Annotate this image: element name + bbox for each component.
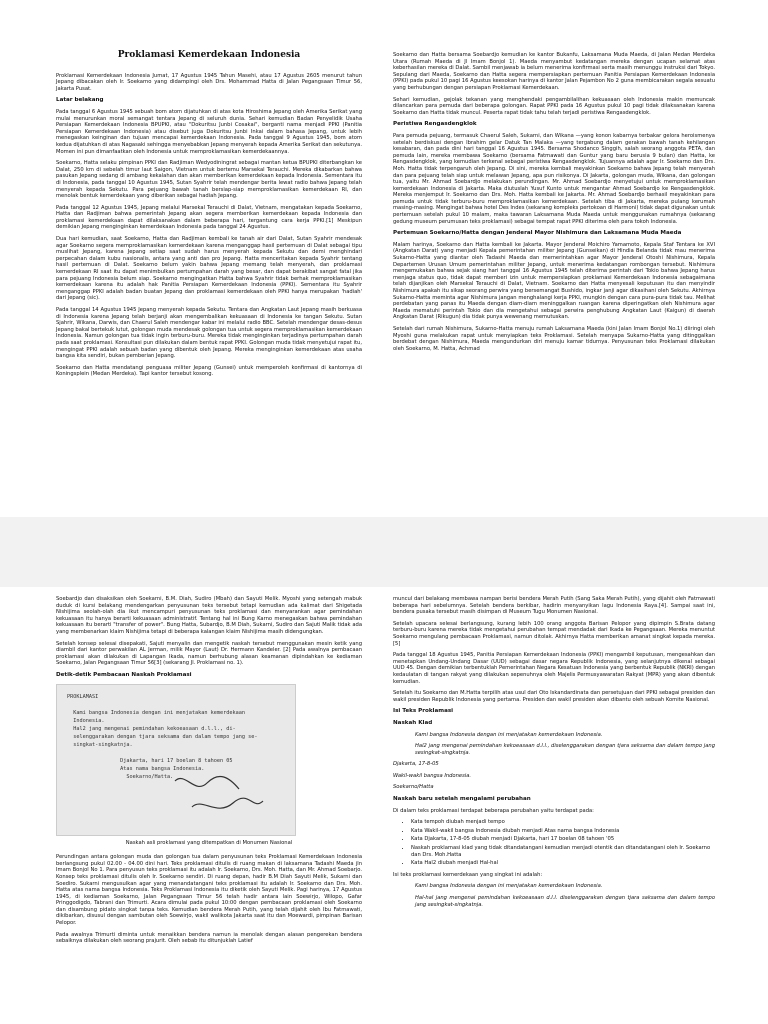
signature-line: Djakarta, 17-8-05 bbox=[393, 761, 439, 768]
proclamation-manuscript-photo bbox=[56, 684, 296, 836]
proclamation-quote: Kami bangsa Indonesia dengan ini menjatakan kemerdekaan Indonesia. bbox=[415, 731, 603, 738]
section-heading: Latar belakang bbox=[56, 97, 104, 104]
article-title: Proklamasi Kemerdekaan Indonesia bbox=[117, 50, 301, 60]
section-heading: Detik-detik Pembacaan Naskah Proklamasi bbox=[56, 671, 192, 678]
signature-line: Wakil-wakil bangsa Indonesia. bbox=[393, 772, 472, 779]
section-heading: Pertemuan Soekarno/Hatta dengan Jenderal Mayor Nishimura dan Laksamana Muda Maeda bbox=[393, 230, 682, 237]
paragraph: Di dalam teks proklamasi terdapat beberapa perubahan yaitu terdapat pada: bbox=[393, 807, 594, 814]
paragraph: muncul dari belakang membawa nampan berisi bendera Merah Putih (Sang Saka Merah Putih), yang dijahit oleh Fatmawati beberapa hari sebelumnya. Setelah bendera berkibar, hadirin menyanyikan lagu Indonesia Raya.[4]. Sampai saat ini, bendera pusaka tersebut masih disimpan di Museum Tugu Monumen Nasional. bbox=[393, 596, 715, 616]
list-item: • Kata tempoh diubah menjadi tempo bbox=[411, 819, 715, 826]
photo-caption: Naskah asli proklamasi yang ditempatkan di Monumen Nasional bbox=[125, 839, 293, 846]
paragraph: Soebardjo dan disaksikan oleh Soekarni, B.M. Diah, Sudiro (Mbah) dan Sayuti Melik. Myoshi yang setengah mabuk duduk di kursi belakang mendengarkan penyusunan teks tersebut tetapi kemudian ada kalimat dari Shigetada Nishijima seolah-olah dia ikut mencampuri penyusunan teks proklamasi dan menyarankan agar pemindahan kekuasaan itu hanya berarti kekuasaan administratif. Tentang hal ini Bung Karno menegaskan bahwa pemindahan kekuasaan itu berarti "transfer of power". Bung Hatta, Subardjo, B.M Diah, Sukarni, Sudiro dan Sajuti Malik tidak ada yang membenarkan klaim Nishijima tetapi di beberapa kalangan klaim Nishijima masih didengungkan. bbox=[56, 596, 362, 635]
paragraph: Setelah upacara selesai berlangsung, kurang lebih 100 orang anggota Barisan Pelopor yang dipimpin S.Brata datang terburu-buru karena mereka tidak mengetahui perubahan tempat mendadak dari Ikada ke Pegangsaan. Mereka menuntut Soekarno mengulang pembacaan Proklamasi, namun ditolak. Akhirnya Hatta memberikan amanat singkat kepada mereka.[5] bbox=[393, 620, 715, 647]
paragraph: Pada tanggal 12 Agustus 1945, Jepang melalui Marsekal Terauchi di Dalat, Vietnam, mengatakan kepada Soekarno, Hatta dan Radjiman bahwa pemerintah Jepang akan segera memberikan kemerdekaan kepada Indonesia dan proklamasi kemerdekaan dapat dilaksanakan dalam beberapa hari, tergantung cara kerja PPKI.[1] Meskipun demikian Jepang menginginkan kemerdekaan Indonesia pada tanggal 24 Agustus. bbox=[56, 204, 362, 231]
section-heading: Peristiwa Rengasdengklok bbox=[393, 121, 477, 128]
change-list bbox=[393, 819, 715, 867]
list-item: • Kata Djakarta, 17-8-05 diubah menjadi Djakarta, hari 17 boelan 08 tahoen '05 bbox=[411, 836, 715, 843]
page-1-right-column bbox=[393, 52, 715, 357]
signature-line: Soekarno/Hatta bbox=[393, 784, 434, 791]
page-2 bbox=[0, 587, 768, 1024]
paragraph: Setelah dari rumah Nishimura, Sukarno-Hatta menuju rumah Laksamana Maeda (kini Jalan Imam Bonjol No.1) diiringi oleh Myoshi guna melakukan rapat untuk menyiapkan teks Proklamasi. Setelah menyapa Sukarno-Hatta yang ditinggalkan berdebat dengan Nishimura, Maeda mengundurkan diri menuju kamar tidurnya. Penyusunan teks Proklamasi dilakukan oleh Soekarno, M. Hatta, Achmad bbox=[393, 325, 715, 352]
signature-image bbox=[57, 685, 295, 835]
paragraph: Proklamasi Kemerdekaan Indonesia Jumat, 17 Agustus 1945 Tahun Masehi, atau 17 Agustus 2605 menurut tahun Jepang dibacakan oleh Ir. Soekarno yang didampingi oleh Drs. Mohammad Hatta di Jalan Pegangsaan Timur 56, Jakarta Pusat. bbox=[56, 72, 362, 92]
page-1-left-column bbox=[56, 52, 362, 383]
paragraph: Isi teks proklamasi kemerdekaan yang singkat ini adalah: bbox=[393, 871, 543, 878]
section-heading: Naskah baru setelah mengalami perubahan bbox=[393, 796, 531, 803]
paragraph: Sehari kemudian, gejolak tekanan yang menghendaki pengambilalihan kekuasaan oleh Indonesia makin memuncak dilancarkan para pemuda dari beberapa golongan. Rapat PPKI pada 16 Agustus pukul 10 pagi tidak dilaksanakan karena Soekarno dan Hatta tidak muncul. Peserta rapat tidak tahu telah terjadi peristiwa Rengasdengklok. bbox=[393, 96, 715, 116]
manuscript-text: PROKLAMASI Kami bangsa Indonesia dengan ini menjatakan kemerdekaan Indonesia. Hal2 jang mengenai pemindahan kekoeasaan d.l.l., di- selenggarakan dengan tjara seksama dan dalam tempo jang se- singkat-singkatnja. Djakarta, hari 17 boelan 8 tahoen 05 Atas nama bangsa Indonesia. Soekarno/Hatta. bbox=[67, 693, 258, 780]
section-heading: Naskah Klad bbox=[393, 719, 433, 726]
list-item: • Kata Hal2 diubah menjadi Hal-hal bbox=[411, 860, 715, 867]
paragraph: Setelah konsep selesai disepakati, Sajuti menyalin dan mengetik naskah tersebut menggunakan mesin ketik yang diambil dari kantor perwakilan AL Jerman, milik Mayor (Laut) Dr. Hermann Kandeler. [2] Pada awalnya pembacaan proklamasi akan dilakukan di Lapangan Ikada, namun berhubung alasan keamanan dipindahkan ke kediaman Soekarno, Jalan Pegangsaan Timur 56[3] (sekarang Jl. Proklamasi no. 1). bbox=[56, 640, 362, 667]
paragraph: Pada tanggal 14 Agustus 1945 Jepang menyerah kepada Sekutu. Tentara dan Angkatan Laut Jepang masih berkuasa di Indonesia karena Jepang telah berjanji akan mengembalikan kekuasaan di Indonesia ke tangan Sekutu. Sutan Sjahrir, Wikana, Darwis, dan Chaerul Saleh mendengar kabar ini melalui radio BBC. Setelah mendengar desas-desus Jepang bakal bertekuk lutut, golongan muda mendesak golongan tua untuk segera memproklamasikan kemerdekaan Indonesia. Namun golongan tua tidak ingin terburu-buru. Mereka tidak menginginkan terjadinya pertumpahan darah pada saat proklamasi. Konsultasi pun dilakukan dalam bentuk rapat PPKI. Golongan muda tidak menyetujui rapat itu, mengingat PPKI adalah sebuah badan yang dibentuk oleh Jepang. Mereka menginginkan kemerdekaan atas usaha bangsa kita sendiri, bukan pemberian Jepang. bbox=[56, 307, 362, 360]
paragraph: Pada awalnya Trimurti diminta untuk menaikkan bendera namun ia menolak dengan alasan pengerekan bendera sebaiknya dilakukan oleh seorang prajurit. Oleh sebab itu ditunjuklah Latief bbox=[56, 931, 362, 945]
paragraph: Para pemuda pejuang, termasuk Chaerul Saleh, Sukarni, dan Wikana —yang konon kabarnya terbakar gelora heroismenya setelah berdiskusi dengan Ibrahim gelar Datuk Tan Malaka —yang tergabung dalam gerakan bawah tanah kehilangan kesabaran, dan pada dini hari tanggal 16 Agustus 1945. Bersama Shodanco Singgih, salah seorang anggota PETA, dan pemuda lain, mereka membawa Soekarno (bersama Fatmawati dan Guntur yang baru berusia 9 bulan) dan Hatta, ke Rengasdengklok, yang kemudian terkenal sebagai peristiwa Rengasdengklok. Tujuannya adalah agar Ir. Soekarno dan Drs. Moh. Hatta tidak terpengaruh oleh Jepang. Di sini, mereka kembali meyakinkan Soekarno bahwa Jepang telah menyerah dan para pejuang telah siap untuk melawan Jepang, apa pun risikonya. Di Jakarta, golongan muda, Wikana, dan golongan tua, yaitu Mr. Ahmad Soebardjo melakukan perundingan. Mr. Ahmad Soebardjo menyetujui untuk memproklamasikan kemerdekaan Indonesia di Jakarta. Maka diutuslah Yusuf Kunto untuk mengantar Ahmad Soebardjo ke Rengasdengklok. Mereka menjemput Ir. Soekarno dan Drs. Moh. Hatta kembali ke Jakarta. Mr. Ahmad Soebardjo berhasil meyakinkan para pemuda untuk tidak terburu-buru memproklamasikan kemerdekaan. Setelah tiba di Jakarta, mereka pulang kerumah masing-masing. Mengingat bahwa hotel Des Indes (sekarang kompleks pertokoan di Harmoni) tidak dapat digunakan untuk pertemuan setelah pukul 10 malam, maka tawaran Laksamana Muda Maeda untuk menggunakan rumahnya (sekarang gedung museum perumusan teks proklamasi) sebagai tempat rapat PPKI diterima oleh para tokoh Indonesia. bbox=[393, 132, 715, 225]
proclamation-quote: Kami bangsa Indonesia dengan ini menjatakan kemerdekaan Indonesia. bbox=[415, 883, 603, 890]
page-2-right-column bbox=[393, 596, 715, 913]
paragraph: Dua hari kemudian, saat Soekarno, Hatta dan Radjiman kembali ke tanah air dari Dalat, Sutan Syahrir mendesak agar Soekarno segera memproklamasikan kemerdekaan karena menganggap hasil pertemuan di Dalat sebagai tipu muslihat Jepang, karena Jepang setiap saat sudah harus menyerah kepada Sekutu dan demi menghindari perpecahan dalam kubu nasionalis, antara yang anti dan pro Jepang. Hatta menceritakan kepada Syahrir tentang hasil pertemuan di Dalat. Soekarno belum yakin bahwa Jepang memang telah menyerah, dan proklamasi kemerdekaan RI saat itu dapat menimbulkan pertumpahan darah yang besar, dan dapat berakibat sangat fatal jika para pejuang Indonesia belum siap. Soekarno mengingatkan Hatta bahwa Syahrir tidak berhak memproklamasikan kemerdekaan karena itu adalah hak Panitia Persiapan Kemerdekaan Indonesia (PPKI). Sementara itu Syahrir menganggap PPKI adalah badan buatan Jepang dan proklamasi kemerdekaan oleh PPKI hanya merupakan 'hadiah' dari Jepang (sic). bbox=[56, 236, 362, 302]
list-item: • Kata Wakil-wakil bangsa Indonesia diubah menjadi Atas nama bangsa Indonesia bbox=[411, 828, 715, 835]
list-item: • Naskah proklamasi klad yang tidak ditandatangani kemudian menjadi otentik dan ditandatangani oleh Ir. Soekarno dan Drs. Moh.Hatta bbox=[411, 845, 715, 858]
proclamation-quote: Hal-hal jang mengenai pemindahan kekoeasaan d.l.l. diselenggarakan dengan tjara saksama dan dalam tempo jang sesingkat-singkatnja. bbox=[415, 895, 715, 908]
page-2-left-column bbox=[56, 596, 362, 950]
paragraph: Pada tanggal 6 Agustus 1945 sebuah bom atom dijatuhkan di atas kota Hiroshima Jepang oleh Amerika Serikat yang mulai menurunkan moral semangat tentara Jepang di seluruh dunia. Sehari kemudian Badan Penyelidik Usaha Persiapan Kemerdekaan Indonesia BPUPKI, atau "Dokuritsu Junbi Cosakai", berganti nama menjadi PPKI (Panitia Persiapan Kemerdekaan Indonesia) atau disebut juga Dokuritsu Junbi Inkai dalam bahasa Jepang, untuk lebih menegaskan keinginan dan tujuan mencapai kemerdekaan Indonesia. Pada tanggal 9 Agustus 1945, bom atom kedua dijatuhkan di atas Nagasaki sehingga menyebabkan Jepang menyerah kepada Amerika Serikat dan sekutunya. Momen ini pun dimanfaatkan oleh Indonesia untuk memproklamasikan kemerdekaannya. bbox=[56, 108, 362, 155]
paragraph: Perundingan antara golongan muda dan golongan tua dalam penyusunan teks Proklamasi Kemerdekaan Indonesia berlangsung pukul 02.00 - 04.00 dini hari. Teks proklamasi ditulis di ruang makan di laksamana Tadashi Maeda jln Imam Bonjol No 1. Para penyusun teks proklamasi itu adalah Ir. Soekarno, Drs. Moh. Hatta, dan Mr. Ahmad Soebarjo. Konsep teks proklamasi ditulis oleh Ir. Soekarno sendiri. Di ruang depan, hadir B.M Diah Sayuti Melik, Sukarni dan Soediro. Sukarni mengusulkan agar yang menandatangani teks proklamasi itu adalah Ir. Soekarno dan Drs. Moh. Hatta atas nama bangsa Indonesia. Teks Proklamasi Indonesia itu diketik oleh Sayuti Melik. Pagi harinya, 17 Agustus 1945, di kediaman Soekarno, Jalan Pegangsaan Timur 56 telah hadir antara lain Soewirjo, Wilopo, Gafar Pringgodigdo, Tabrani dan Trimurti. Acara dimulai pada pukul 10:00 dengan pembacaan proklamasi oleh Soekarno dan disambung pidato singkat tanpa teks. Kemudian bendera Merah Putih, yang telah dijahit oleh Ibu Fatmawati, dikibarkan, disusul dengan sambutan oleh Soewirjo, wakil walikota Jakarta saat itu dan Moewardi, pimpinan Barisan Pelopor. bbox=[56, 854, 362, 927]
paragraph: Pada tanggal 18 Agustus 1945, Panitia Persiapan Kemerdekaan Indonesia (PPKI) mengambil keputusan, mengesahkan dan menetapkan Undang-Undang Dasar (UUD) sebagai dasar negara Republik Indonesia, yang selanjutnya dikenal sebagai UUD 45. Dengan demikian terbentuklah Pemerintahan Negara Kesatuan Indonesia yang berbentuk Republik (NKRI) dengan kedaulatan di tangan rakyat yang dilakukan sepenuhnya oleh Majelis Permusyawaratan Rakyat (MPR) yang akan dibentuk kemudian. bbox=[393, 652, 715, 685]
paragraph: Setelah itu Soekarno dan M.Hatta terpilih atas usul dari Oto Iskandardinata dan persetujuan dari PPKI sebagai presiden dan wakil presiden Republik Indonesia yang pertama. Presiden dan wakil presiden akan dibantu oleh sebuah Komite Nasional. bbox=[393, 690, 715, 703]
paragraph: Soekarno, Hatta selaku pimpinan PPKI dan Radjiman Wedyodiningrat sebagai mantan ketua BPUPKI diterbangkan ke Dalat, 250 km di sebelah timur laut Saigon, Vietnam untuk bertemu Marsekal Terauchi. Mereka dikabarkan bahwa pasukan Jepang sedang di ambang kekalahan dan akan memberikan kemerdekaan kepada Indonesia. Sementara itu di Indonesia, pada tanggal 10 Agustus 1945, Sutan Syahrir telah mendengar berita lewat radio bahwa Jepang telah menyerah kepada Sekutu. Para pejuang bawah tanah bersiap-siap memproklamasikan kemerdekaan RI, dan menolak bentuk kemerdekaan yang diberikan sebagai hadiah Jepang. bbox=[56, 160, 362, 200]
paragraph: Soekarno dan Hatta mendatangi penguasa militer Jepang (Gunsei) untuk memperoleh konfirmasi di kantornya di Koningsplein (Medan Merdeka). Tapi kantor tersebut kosong. bbox=[56, 364, 362, 378]
paragraph: Soekarno dan Hatta bersama Soebardjo kemudian ke kantor Bukanfu, Laksamana Muda Maeda, di Jalan Medan Merdeka Utara (Rumah Maeda di Jl Imam Bonjol 1). Maeda menyambut kedatangan mereka dengan ucapan selamat atas keberhasilan mereka di Dalat. Sambil menjawab ia belum menerima konfirmasi serta masih menunggu instruksi dari Tokyo. Sepulang dari Maeda, Soekarno dan Hatta segera mempersiapkan pertemuan Panitia Persiapan Kemerdekaan Indonesia (PPKI) pada pukul 10 pagi 16 Agustus keesokan harinya di kantor Jalan Pejambon No 2 guna membicarakan segala sesuatu yang berhubungan dengan persiapan Proklamasi Kemerdekaan. bbox=[393, 52, 715, 91]
paragraph: Malam harinya, Soekarno dan Hatta kembali ke Jakarta. Mayor Jenderal Moichiro Yamamoto, Kepala Staf Tentara ke XVI (Angkatan Darat) yang menjadi Kepala pemerintahan militer Jepang (Gunseikan) di Hindia Belanda tidak mau menerima Sukarno-Hatta yang diantar oleh Tadashi Maeda dan memerintahkan agar Mayor Jenderal Otoshi Nishimura, Kepala Departemen Urusan Umum pemerintahan militer Jepang, untuk menerima kedatangan rombongan tersebut. Nishimura mengemukakan bahwa sejak siang hari tanggal 16 Agustus 1945 telah diterima perintah dari Tokio bahwa Jepang harus menjaga status quo, tidak dapat memberi izin untuk mempersiapkan proklamasi Kemerdekaan Indonesia sebagaimana telah dijanjikan oleh Marsekal Terauchi di Dalat, Vietnam. Soekarno dan Hatta menyesali keputusan itu dan menyindir Nishimura apakah itu sikap seorang perwira yang bersemangat Bushido, ingkar janji agar dikasihani oleh Sekutu. Akhirnya Sukarno-Hatta meminta agar Nishimura jangan menghalangi kerja PPKI, mungkin dengan cara pura-pura tidak tau. Melihat perdebatan yang panas itu Maeda dengan diam-diam meninggalkan ruangan karena diperingatkan oleh Nishimura agar Maeda mematuhi perintah Tokio dan dia mengetahui sebagai perwira penghubung Angkatan Laut (Kaigun) di daerah Angkatan Darat (Rikugun) dia tidak punya wewenang memutuskan. bbox=[393, 241, 715, 321]
section-heading: Isi Teks Proklamasi bbox=[393, 708, 454, 715]
proclamation-quote: Hal2 jang mengenai pemindahan kekoeasaan d.l.l., diselenggarakan dengan tjara seksama dan dalam tempo jang sesingkat-singkatnja. bbox=[415, 743, 715, 756]
